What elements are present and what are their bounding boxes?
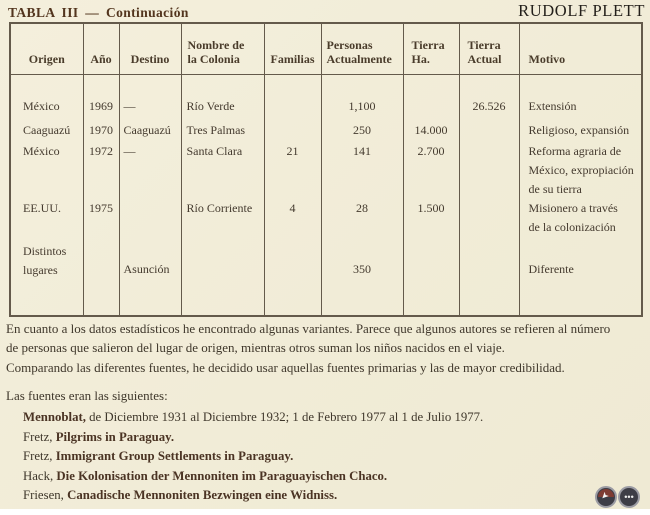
table-cell: Misionero a través de la colonización	[519, 199, 642, 242]
source-name: Friesen,	[23, 488, 64, 503]
more-options-button[interactable]	[618, 486, 640, 508]
table-cell	[264, 121, 321, 142]
source-detail: Immigrant Group Settlements in Paraguay.	[52, 449, 294, 464]
notes-section	[6, 319, 644, 506]
source-item	[23, 428, 644, 448]
table-row	[10, 199, 642, 242]
table-cell	[403, 242, 459, 316]
table-cell	[459, 242, 519, 316]
table-cell: 4	[264, 199, 321, 242]
table-cell: 2.700	[403, 142, 459, 199]
table-cell: 350	[321, 242, 403, 316]
table-cell: Religioso, expansión	[519, 121, 642, 142]
table-row	[10, 75, 642, 122]
table-cell: 21	[264, 142, 321, 199]
col-header-ano: Año	[83, 23, 119, 75]
col-header-motivo: Motivo	[519, 23, 642, 75]
col-header-tierra-actual: Tierra Actual	[459, 23, 519, 75]
note-line: de personas que salieron del lugar de origen, mientras otros suman los niños nacidos en el viaje.	[6, 340, 505, 356]
cursor-pointer-icon: ➤	[598, 489, 611, 503]
table-cell: México	[10, 75, 83, 122]
source-item	[23, 447, 644, 467]
source-name: Fretz,	[23, 429, 53, 444]
scan-margin-strip	[0, 509, 650, 515]
overlay-button-group	[595, 486, 640, 508]
table-cell	[264, 242, 321, 316]
table-cell: Río Verde	[181, 75, 264, 122]
running-header-author: RUDOLF PLETT	[518, 1, 645, 20]
col-header-familias: Familias	[264, 23, 321, 75]
table-row	[10, 121, 642, 142]
table-cell: Diferente	[519, 242, 642, 316]
table-cell: Río Corriente	[181, 199, 264, 242]
source-detail: de Diciembre 1931 al Diciembre 1932; 1 de Febrero 1977 al 1 de Julio 1977.	[85, 410, 484, 425]
col-header-origen: Origen	[10, 23, 83, 75]
table-cell	[459, 121, 519, 142]
source-name: Hack,	[23, 468, 54, 483]
source-item	[23, 408, 644, 428]
table-cell: México	[10, 142, 83, 199]
table-cell: Caaguazú	[10, 121, 83, 142]
col-header-nombre-colonia: Nombre de la Colonia	[181, 23, 264, 75]
table-cell: —	[119, 142, 181, 199]
table-row	[10, 242, 642, 316]
table-cell: —	[119, 75, 181, 122]
table-cell: Extensión	[519, 75, 642, 122]
col-header-personas: Personas Actualmente	[321, 23, 403, 75]
table-cell: Tres Palmas	[181, 121, 264, 142]
source-item	[23, 486, 644, 506]
note-line: Comparando las diferentes fuentes, he decidido usar aquellas fuentes primarias y las de mayor credibilidad.	[6, 359, 565, 375]
table-header-row	[10, 23, 642, 75]
table-cell: 1969	[83, 75, 119, 122]
table-cell	[83, 242, 119, 316]
table-cell	[459, 199, 519, 242]
table-cell: Reforma agraria de México, expropiación de su tierra	[519, 142, 642, 199]
ellipsis-icon: •••	[624, 492, 634, 502]
table-cell	[459, 142, 519, 199]
source-name: Fretz,	[23, 449, 53, 464]
table-cell: 26.526	[459, 75, 519, 122]
source-item	[23, 467, 644, 487]
table-cell: 1.500	[403, 199, 459, 242]
table-cell	[119, 199, 181, 242]
table-cell: Santa Clara	[181, 142, 264, 199]
table-cell: Caaguazú	[119, 121, 181, 142]
table-cell: Asunción	[119, 242, 181, 316]
table-cell: 1975	[83, 199, 119, 242]
table-row	[10, 142, 642, 199]
table-cell: 1,100	[321, 75, 403, 122]
source-detail: Canadische Mennoniten Bezwingen eine Widniss.	[63, 488, 338, 503]
source-detail: Pilgrims in Paraguay.	[52, 429, 175, 444]
source-name: Mennoblat,	[23, 410, 86, 425]
colonias-table	[9, 22, 643, 317]
table-cell: EE.UU.	[10, 199, 83, 242]
table-cell: 141	[321, 142, 403, 199]
page-title: TABLA III — Continuación	[8, 5, 189, 20]
source-detail: Die Kolonisation der Mennoniten im Paraguayischen Chaco.	[53, 468, 388, 483]
table-cell	[181, 242, 264, 316]
note-line: En cuanto a los datos estadísticos he encontrado algunas variantes. Parece que algunos autores se refieren al número	[6, 321, 611, 336]
table-cell: Distintos lugares	[10, 242, 83, 316]
col-header-destino: Destino	[119, 23, 181, 75]
table-cell: 1970	[83, 121, 119, 142]
table-cell: 250	[321, 121, 403, 142]
table-cell	[264, 75, 321, 122]
sources-list	[6, 408, 644, 506]
table-cell: 28	[321, 199, 403, 242]
table-cell	[403, 75, 459, 122]
table-cell: 14.000	[403, 121, 459, 142]
pointer-button[interactable]	[595, 486, 617, 508]
table-cell: 1972	[83, 142, 119, 199]
col-header-tierra-ha: Tierra Ha.	[403, 23, 459, 75]
sources-intro: Las fuentes eran las siguientes:	[6, 388, 168, 404]
